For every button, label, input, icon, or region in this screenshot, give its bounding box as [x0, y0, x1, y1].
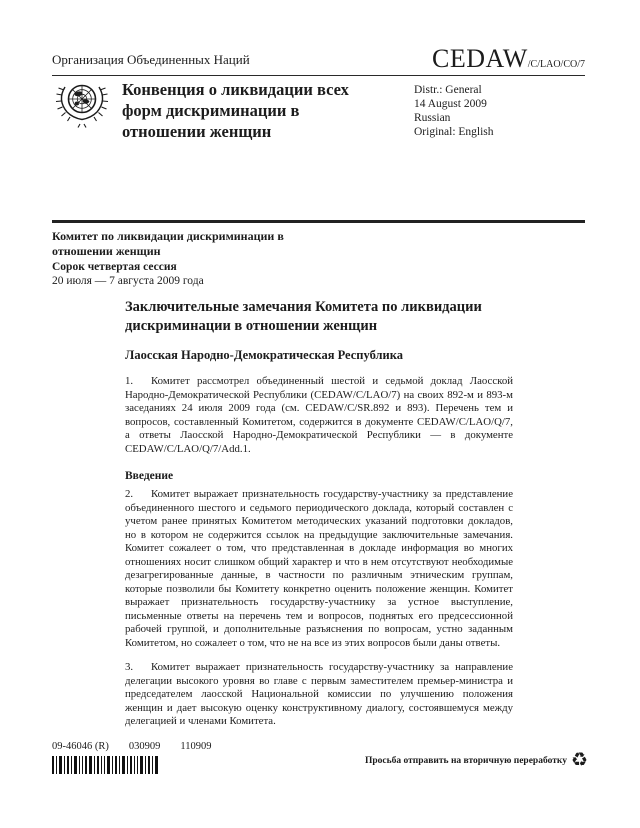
footer-doc-number: 09-46046 (R)	[52, 741, 109, 752]
un-emblem-icon	[54, 80, 110, 133]
distr-line: Distr.: General	[414, 84, 482, 96]
recycle-icon: ♻	[570, 749, 588, 771]
doc-symbol-suffix: /C/LAO/CO/7	[527, 59, 585, 70]
recycle-note-text: Просьба отправить на вторичную переработку	[364, 755, 567, 766]
footer-print-code-1: 030909	[128, 741, 161, 752]
distribution-block	[414, 83, 494, 139]
paragraph-3-text: Комитет выражает признательность государству-участнику за направление делегации высокого уровня во главе с первым заместителем премьер-министра и председателем лаосской Национальной комиссии по улучшению положения женщин и дает высокую оценку конструктивному диалогу, состоявшемуся между делегацией и членами Комитета.	[125, 661, 513, 727]
main-content	[125, 298, 513, 740]
paragraph-1-text: Комитет рассмотрел объединенный шестой и седьмой доклад Лаосской Народно-Демократической Республики (CEDAW/C/LAO/7) на своих 892-м и 893-м заседаниях 24 июля 2009 года (см. CEDAW/C/SR.892 и 893). Перечень тем и вопросов, составленный Комитетом, содержится в документе CEDAW/C/LAO/Q/7, а ответы Лаосской Народно-Демократической Республики — в документе CEDAW/C/LAO/Q/7/Add.1.	[125, 375, 513, 455]
country-heading: Лаосская Народно-Демократическая Республика	[125, 348, 404, 362]
committee-block	[52, 229, 352, 288]
paragraph-2-text: Комитет выражает признательность государству-участнику за представление объединенного шестого и седьмого периодического доклада, который составлен с учетом ранее принятых Комитетом методических указаний подготовки докладов, но в котором не содержится ссылок на предыдущие заключительные замечания. Комитет сожалеет о том, что представленная в докладе информация во многих отношениях носит слишком общий характер и что в нем отсутствуют необходимые дезагрегированные данные, в частности по различным этническим группам, которые позволили бы Комитету конкретно оценить положение женщин. Комитет выражает признательность государству-участнику за устное выступление, письменные ответы на перечень тем и вопросов, поднятых его предсессионной рабочей группой, и дополнительные разъяснения по вопросам, устно заданным Комитетом, но сожалеет о том, что не на все из этих вопросов были даны ответы.	[125, 488, 513, 649]
header-rule	[52, 75, 585, 76]
barcode	[52, 756, 158, 779]
doc-symbol-main: CEDAW	[432, 44, 528, 73]
section-rule	[52, 220, 585, 223]
footer-print-code-2: 110909	[180, 741, 212, 752]
distr-date: 14 August 2009	[414, 98, 487, 110]
paragraph-1	[125, 375, 513, 456]
org-name: Организация Объединенных Наций	[52, 52, 250, 67]
convention-title: Конвенция о ликвидации всех форм дискриминации в отношении женщин	[122, 80, 349, 141]
paragraph-2-number: 2.	[125, 488, 134, 500]
distr-language: Russian	[414, 112, 451, 124]
recycle-note	[365, 751, 588, 770]
introduction-heading: Введение	[125, 470, 174, 482]
paragraph-2	[125, 488, 513, 650]
doc-symbol	[432, 44, 585, 74]
paragraph-1-number: 1.	[125, 375, 134, 387]
committee-name: Комитет по ликвидации дискриминации в отношении женщин	[52, 229, 284, 258]
footer-reference	[52, 741, 232, 752]
distr-original: Original: English	[414, 126, 494, 138]
page-title: Заключительные замечания Комитета по ликвидации дискриминации в отношении женщин	[125, 299, 482, 334]
paragraph-3-number: 3.	[125, 661, 134, 673]
paragraph-3	[125, 661, 513, 729]
session-label: Сорок четвертая сессия	[52, 261, 177, 273]
session-dates: 20 июля — 7 августа 2009 года	[52, 275, 204, 287]
